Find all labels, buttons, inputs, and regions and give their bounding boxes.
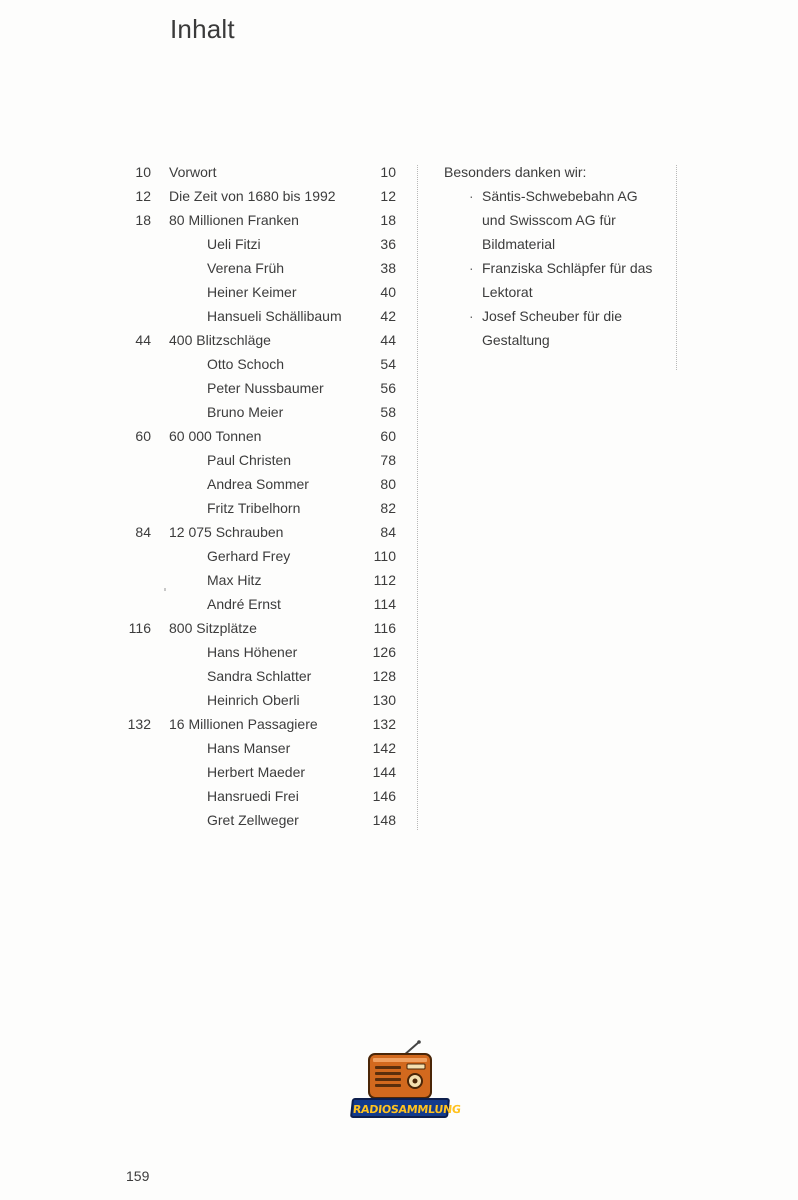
toc-title: Paul Christen — [207, 452, 292, 468]
toc-entry — [118, 184, 400, 208]
toc-entry — [118, 208, 400, 232]
radiosammlung-watermark — [351, 1040, 462, 1120]
toc-page-number: 54 — [380, 356, 396, 372]
toc-section-number: 116 — [128, 620, 151, 636]
toc-title: 16 Millionen Passagiere — [169, 716, 318, 732]
toc-subentry — [118, 760, 400, 784]
toc-entry — [118, 160, 400, 184]
toc-page-number: 130 — [372, 692, 396, 708]
toc-title: Herbert Maeder — [207, 764, 306, 780]
toc-title: 60 000 Tonnen — [169, 428, 262, 444]
stray-mark — [164, 588, 166, 591]
toc-page-number: 80 — [380, 476, 396, 492]
toc-subentry — [118, 304, 400, 328]
acknowledgements-divider — [676, 165, 677, 370]
acknowledgement-text: und Swisscom AG für — [482, 212, 616, 228]
toc-subentry — [118, 280, 400, 304]
toc-page-number: 12 — [380, 188, 396, 204]
toc-page-number: 128 — [372, 668, 396, 684]
acknowledgement-text: Franziska Schläpfer für das — [482, 260, 653, 276]
toc-title: Hans Manser — [207, 740, 291, 756]
toc-section-number: 44 — [135, 332, 151, 348]
toc-page-number: 144 — [372, 764, 396, 780]
acknowledgement-line — [444, 304, 672, 328]
toc-page-number: 38 — [380, 260, 396, 276]
acknowledgement-text: Gestaltung — [482, 332, 550, 348]
toc-subentry — [118, 496, 400, 520]
toc-title: Otto Schoch — [207, 356, 285, 372]
toc-title: Peter Nussbaumer — [207, 380, 324, 396]
toc-title: Sandra Schlatter — [207, 668, 312, 684]
toc-section-number: 10 — [135, 164, 151, 180]
toc-title: Hansruedi Frei — [207, 788, 299, 804]
toc-subentry — [118, 232, 400, 256]
acknowledgement-line — [444, 208, 672, 232]
toc-page-number: 132 — [372, 716, 396, 732]
toc-subentry — [118, 256, 400, 280]
toc-title: 80 Millionen Franken — [169, 212, 299, 228]
toc-page-number: 60 — [380, 428, 396, 444]
toc-title: Ueli Fitzi — [207, 236, 261, 252]
toc-page-number: 78 — [380, 452, 396, 468]
acknowledgements — [444, 160, 672, 352]
toc-subentry — [118, 568, 400, 592]
toc-page-number: 126 — [372, 644, 396, 660]
toc-title: Vorwort — [169, 164, 217, 180]
toc-page-number: 10 — [380, 164, 396, 180]
toc-section-number: 12 — [135, 188, 151, 204]
toc-page-number: 148 — [372, 812, 396, 828]
toc-page-number: 142 — [372, 740, 396, 756]
toc-page-number: 116 — [373, 620, 396, 636]
toc-page-number: 114 — [373, 596, 396, 612]
toc-title: Hans Höhener — [207, 644, 298, 660]
toc-page-number: 112 — [373, 572, 396, 588]
toc-section-number: 132 — [127, 716, 151, 732]
toc-page-number: 42 — [380, 308, 396, 324]
acknowledgement-line — [444, 280, 672, 304]
toc-subentry — [118, 352, 400, 376]
toc-title: Heinrich Oberli — [207, 692, 300, 708]
acknowledgements-list — [444, 184, 672, 352]
acknowledgement-line — [444, 232, 672, 256]
toc-entry — [118, 712, 400, 736]
toc-subentry — [118, 472, 400, 496]
toc-title: 12 075 Schrauben — [169, 524, 284, 540]
toc-subentry — [118, 544, 400, 568]
acknowledgement-line — [444, 184, 672, 208]
toc-section-number: 18 — [135, 212, 151, 228]
toc-page-number: 44 — [380, 332, 396, 348]
toc-title: Max Hitz — [207, 572, 262, 588]
toc-subentry — [118, 808, 400, 832]
toc-title: 800 Sitzplätze — [169, 620, 257, 636]
bullet-icon: · — [469, 188, 474, 204]
toc-title: Bruno Meier — [207, 404, 284, 420]
toc-title: André Ernst — [207, 596, 281, 612]
toc-subentry — [118, 664, 400, 688]
acknowledgement-text: Bildmaterial — [482, 236, 556, 252]
acknowledgements-heading: Besonders danken wir: — [444, 164, 587, 180]
toc-section-number: 84 — [135, 524, 151, 540]
toc-title: Die Zeit von 1680 bis 1992 — [169, 188, 336, 204]
toc-page-number: 84 — [380, 524, 396, 540]
acknowledgement-line — [444, 256, 672, 280]
toc-subentry — [118, 784, 400, 808]
toc-page-number: 58 — [380, 404, 396, 420]
toc-page-number: 18 — [380, 212, 396, 228]
toc-subentry — [118, 448, 400, 472]
toc-title: Hansueli Schällibaum — [207, 308, 342, 324]
toc-subentry — [118, 640, 400, 664]
watermark-label: RADIOSAMMLUNG — [350, 1098, 450, 1118]
page-title: Inhalt — [170, 14, 235, 44]
toc-page-number: 82 — [380, 500, 396, 516]
toc-page-number: 40 — [380, 284, 396, 300]
acknowledgement-text: Lektorat — [482, 284, 533, 300]
toc-title: 400 Blitzschläge — [169, 332, 271, 348]
toc-title: Fritz Tribelhorn — [207, 500, 301, 516]
toc-entry — [118, 520, 400, 544]
toc-subentry — [118, 736, 400, 760]
bullet-icon: · — [469, 308, 474, 324]
page-number: 159 — [126, 1168, 150, 1184]
acknowledgement-text: Säntis-Schwebebahn AG — [482, 188, 638, 204]
toc-entry — [118, 328, 400, 352]
acknowledgement-text: Josef Scheuber für die — [482, 308, 623, 324]
toc-subentry — [118, 400, 400, 424]
toc-page-number: 56 — [380, 380, 396, 396]
toc-title: Heiner Keimer — [207, 284, 297, 300]
bullet-icon: · — [469, 260, 474, 276]
table-of-contents — [118, 160, 400, 832]
toc-section-number: 60 — [135, 428, 151, 444]
toc-entry — [118, 424, 400, 448]
toc-page-number: 110 — [373, 548, 396, 564]
toc-subentry — [118, 376, 400, 400]
toc-subentry — [118, 592, 400, 616]
toc-page-number: 146 — [372, 788, 396, 804]
toc-page-number: 36 — [380, 236, 396, 252]
toc-divider — [417, 165, 418, 830]
toc-title: Gret Zellweger — [207, 812, 299, 828]
toc-title: Gerhard Frey — [207, 548, 291, 564]
toc-title: Andrea Sommer — [207, 476, 309, 492]
toc-title: Verena Früh — [207, 260, 285, 276]
acknowledgement-line — [444, 328, 672, 352]
toc-subentry — [118, 688, 400, 712]
toc-entry — [118, 616, 400, 640]
